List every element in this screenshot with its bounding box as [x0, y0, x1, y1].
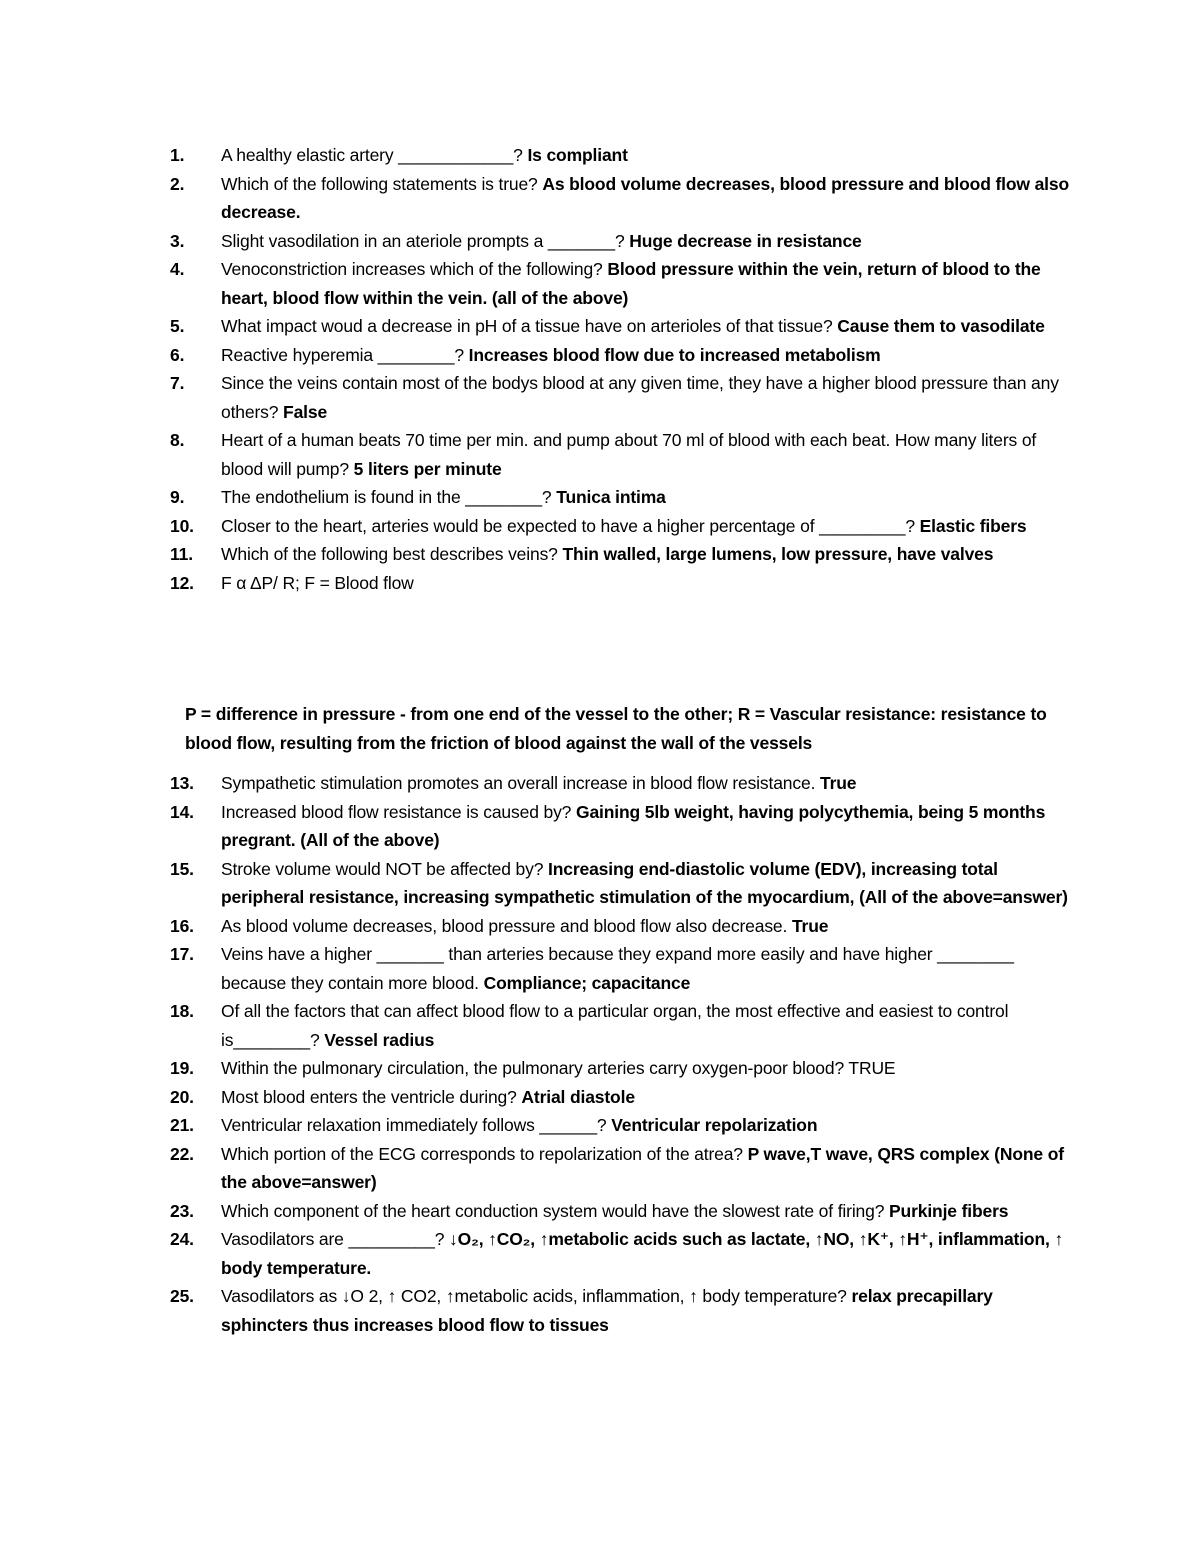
- question-number: 10.: [170, 515, 194, 536]
- question-item: [0, 1225, 1200, 1282]
- question-text: F α ΔP/ R; F = Blood flow: [221, 572, 414, 593]
- answer-text: True: [791, 915, 829, 936]
- question-number: 2.: [170, 173, 185, 194]
- answer-text: As blood volume decreases, blood pressure and blood flow also decrease.: [221, 173, 1069, 222]
- question-item: [0, 141, 1200, 170]
- question-text: What impact woud a decrease in pH of a tissue have on arterioles of that tissue?: [221, 316, 838, 336]
- question-text: Closer to the heart, arteries would be expected to have a higher percentage of _________?: [221, 515, 920, 536]
- answer-text: 5 liters per minute: [353, 458, 502, 479]
- question-item: [0, 227, 1200, 256]
- question-item: [0, 512, 1200, 541]
- question-number: 25.: [170, 1286, 194, 1306]
- question-number: 24.: [170, 1229, 194, 1249]
- question-number: 11.: [170, 544, 193, 564]
- answer-text: Increasing end-diastolic volume (EDV), increasing total peripheral resistance, increasing sympathetic stimulation of the myocardium, (All of the above=answer): [221, 858, 1068, 907]
- question-item: [0, 1111, 1200, 1140]
- answer-text: Purkinje fibers: [889, 1200, 1009, 1221]
- answer-text: Thin walled, large lumens, low pressure, have valves: [562, 544, 994, 564]
- answer-text: ↓O₂, ↑CO₂, ↑metabolic acids such as lactate, ↑NO, ↑K⁺, ↑H⁺, inflammation, ↑ body temperature.: [221, 1229, 1064, 1278]
- question-item: [0, 426, 1200, 483]
- question-item: [0, 1140, 1200, 1197]
- answer-text: Compliance; capacitance: [483, 972, 691, 993]
- question-text: As blood volume decreases, blood pressure and blood flow also decrease.: [221, 915, 792, 936]
- question-text: The endothelium is found in the ________?: [221, 487, 557, 507]
- question-text: Since the veins contain most of the bodys blood at any given time, they have a higher blood pressure than any others?: [221, 373, 1059, 422]
- question-number: 18.: [170, 1001, 194, 1021]
- formula-note: P = difference in pressure - from one end of the vessel to the other; R = Vascular resistance: resistance to blood flow, resulting from the friction of blood against the wall of the vessels: [185, 704, 1047, 753]
- question-number: 14.: [170, 801, 194, 822]
- question-number: 20.: [170, 1086, 194, 1107]
- question-number: 21.: [170, 1115, 194, 1135]
- question-text: Slight vasodilation in an ateriole prompts a _______?: [221, 230, 630, 251]
- question-text: Which portion of the ECG corresponds to repolarization of the atrea?: [221, 1143, 748, 1164]
- question-number: 7.: [170, 373, 185, 393]
- question-number: 8.: [170, 430, 185, 450]
- question-item: [0, 1197, 1200, 1226]
- question-number: 19.: [170, 1058, 194, 1078]
- answer-text: Vessel radius: [324, 1029, 435, 1050]
- question-item: [0, 341, 1200, 370]
- question-number: 16.: [170, 915, 194, 936]
- question-number: 1.: [170, 145, 185, 165]
- question-number: 17.: [170, 944, 194, 964]
- question-text: Ventricular relaxation immediately follows ______?: [221, 1115, 612, 1135]
- question-text: Most blood enters the ventricle during?: [221, 1086, 522, 1107]
- question-number: 6.: [170, 344, 185, 365]
- question-text: Sympathetic stimulation promotes an overall increase in blood flow resistance.: [221, 773, 821, 793]
- answer-text: P wave,T wave, QRS complex (None of the above=answer): [221, 1143, 1064, 1192]
- question-item: [0, 769, 1200, 798]
- question-number: 23.: [170, 1200, 194, 1221]
- question-item: [0, 912, 1200, 941]
- question-text: Of all the factors that can affect blood flow to a particular organ, the most effective and easiest to control is________?: [221, 1001, 1009, 1050]
- question-item: [0, 1083, 1200, 1112]
- question-number: 15.: [170, 858, 194, 879]
- question-item: [0, 997, 1200, 1054]
- answer-text: Ventricular repolarization: [611, 1115, 818, 1135]
- question-number: 9.: [170, 487, 185, 507]
- answer-text: Atrial diastole: [521, 1086, 635, 1107]
- question-list-2: [0, 769, 1200, 1339]
- question-text: Which of the following statements is true?: [221, 173, 543, 194]
- question-item: [0, 312, 1200, 341]
- question-text: Which component of the heart conduction system would have the slowest rate of firing?: [221, 1200, 890, 1221]
- answer-text: Tunica intima: [556, 487, 666, 507]
- answer-text: Elastic fibers: [919, 515, 1027, 536]
- answer-text: relax precapillary sphincters thus increases blood flow to tissues: [221, 1286, 993, 1335]
- question-list-1: [0, 141, 1200, 597]
- question-text: Within the pulmonary circulation, the pulmonary arteries carry oxygen-poor blood? TRUE: [221, 1058, 896, 1078]
- question-text: A healthy elastic artery ____________?: [221, 145, 528, 165]
- question-text: Venoconstriction increases which of the following?: [221, 259, 608, 279]
- question-number: 4.: [170, 259, 185, 279]
- question-item: [0, 483, 1200, 512]
- answer-text: Is compliant: [527, 145, 628, 165]
- question-number: 5.: [170, 316, 185, 336]
- answer-text: Increases blood flow due to increased metabolism: [468, 344, 881, 365]
- question-item: [0, 855, 1200, 912]
- question-text: Reactive hyperemia ________?: [221, 344, 469, 365]
- question-text: Heart of a human beats 70 time per min. and pump about 70 ml of blood with each beat. How many liters of blood will pump?: [221, 430, 1037, 479]
- question-item: [0, 1054, 1200, 1083]
- question-text: Increased blood flow resistance is caused by?: [221, 801, 576, 822]
- question-text: Which of the following best describes veins?: [221, 544, 563, 564]
- answer-text: Huge decrease in resistance: [629, 230, 862, 251]
- question-item: [0, 369, 1200, 426]
- question-item: [0, 1282, 1200, 1339]
- question-item: [0, 569, 1200, 598]
- question-item: [0, 940, 1200, 997]
- question-text: Stroke volume would NOT be affected by?: [221, 858, 549, 879]
- question-text: Veins have a higher _______ than arteries because they expand more easily and have higher ________ because they contain more blood.: [221, 944, 1014, 993]
- answer-text: Blood pressure within the vein, return of blood to the heart, blood flow within the vein. (all of the above): [221, 259, 1041, 308]
- question-item: [0, 170, 1200, 227]
- answer-text: False: [283, 401, 328, 422]
- question-item: [0, 798, 1200, 855]
- answer-text: Gaining 5lb weight, having polycythemia, being 5 months pregrant. (All of the above): [221, 801, 1046, 850]
- question-number: 22.: [170, 1143, 194, 1164]
- question-item: [0, 255, 1200, 312]
- question-text: Vasodilators as ↓O 2, ↑ CO2, ↑metabolic acids, inflammation, ↑ body temperature?: [221, 1286, 852, 1306]
- question-number: 3.: [170, 230, 185, 251]
- answer-text: True: [820, 773, 857, 793]
- question-number: 13.: [170, 773, 194, 793]
- answer-text: Cause them to vasodilate: [837, 316, 1045, 336]
- question-item: [0, 540, 1200, 569]
- question-text: Vasodilators are _________?: [221, 1229, 450, 1249]
- question-number: 12.: [170, 572, 194, 593]
